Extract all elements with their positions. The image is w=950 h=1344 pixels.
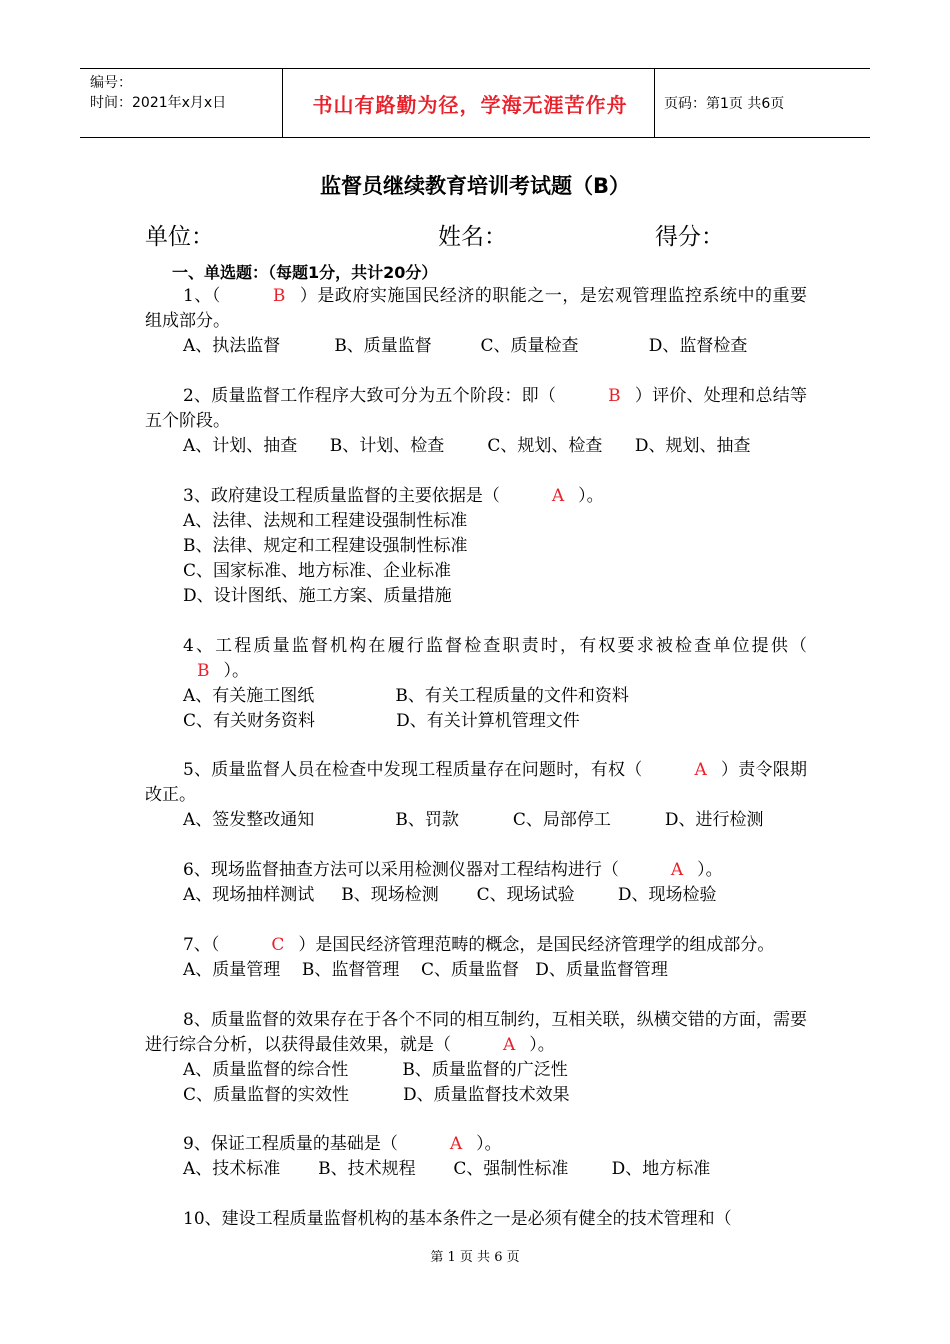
answer-mark: A (670, 860, 684, 880)
option-line: A、技术标准 B、技术规程 C、强制性标准 D、地方标准 (183, 1159, 711, 1179)
question-item (145, 384, 807, 459)
question-text: ）。 (529, 1035, 555, 1055)
option-line: C、有关财务资料 D、有关计算机管理文件 (183, 711, 580, 731)
option-line: A、计划、抽查 B、计划、检查 C、规划、检查 D、规划、抽查 (183, 436, 751, 456)
question-text: 9、保证工程质量的基础是（ (183, 1134, 398, 1154)
option-line: C、质量监督的实效性 D、质量监督技术效果 (183, 1085, 570, 1105)
name-field: 姓名： (438, 224, 507, 250)
question-item (145, 1008, 807, 1108)
answer-mark: A (694, 760, 707, 780)
answer-mark: C (271, 935, 285, 955)
question-text: 3、政府建设工程质量监督的主要依据是（ (183, 486, 500, 506)
option-line: A、法律、法规和工程建设强制性标准 (183, 511, 468, 531)
question-text: 6、现场监督抽查方法可以采用检测仪器对工程结构进行（ (183, 860, 619, 880)
page-footer: 第 1 页 共 6 页 (430, 1250, 520, 1265)
question-text: ）是国民经济管理范畴的概念，是国民经济管理学的组成部分。 (298, 935, 775, 955)
question-stem (145, 1008, 807, 1058)
header-meta (90, 73, 226, 113)
question-item (145, 858, 807, 908)
question-item (145, 933, 807, 983)
answer-mark: B (272, 286, 286, 306)
question-text: 1、（ (183, 286, 221, 306)
question-stem (145, 484, 807, 509)
option-line: A、有关施工图纸 B、有关工程质量的文件和资料 (183, 686, 629, 706)
question-stem (145, 858, 807, 883)
time-label: 时间：2021年x月x日 (90, 95, 227, 111)
option-line: A、执法监督 B、质量监督 C、质量检查 D、监督检查 (183, 336, 748, 356)
question-item (145, 758, 807, 833)
option-line: B、法律、规定和工程建设强制性标准 (183, 536, 468, 556)
option-line: D、设计图纸、施工方案、质量措施 (183, 586, 452, 606)
question-text: 7、（ (183, 935, 220, 955)
question-item (145, 634, 807, 734)
question-stem (145, 634, 807, 684)
score-field: 得分： (655, 224, 724, 250)
option-line: A、现场抽样测试 B、现场检测 C、现场试验 D、现场检验 (183, 885, 717, 905)
section-heading: 一、单选题：（每题1分，共计20分） (172, 263, 438, 282)
question-text: ）是政府实施国民经济的职能之一，是宏观管理监控系统中的重要组成部分。 (145, 286, 807, 331)
page-title: 监督员继续教育培训考试题（B） (319, 174, 630, 198)
answer-mark: A (551, 486, 565, 506)
question-stem (145, 384, 807, 434)
question-text: ）。 (223, 661, 249, 681)
question-stem (145, 758, 807, 808)
option-line: C、国家标准、地方标准、企业标准 (183, 561, 452, 581)
number-label: 编号： (90, 75, 132, 91)
question-text: ）。 (697, 860, 723, 880)
question-text: ）。 (578, 486, 604, 506)
answer-mark: A (449, 1134, 463, 1154)
option-line: A、签发整改通知 B、罚款 C、局部停工 D、进行检测 (183, 810, 764, 830)
question-stem (145, 284, 807, 334)
answer-mark: B (608, 386, 621, 406)
document-header (80, 68, 870, 138)
question-text: ）。 (476, 1134, 502, 1154)
header-page-info: 页码：第1页 共6页 (664, 96, 785, 112)
header-motto: 书山有路勤为径，学海无涯苦作舟 (312, 92, 628, 117)
unit-field: 单位： (145, 224, 214, 250)
header-divider (282, 69, 283, 137)
answer-mark: A (503, 1035, 516, 1055)
question-text: ）评价、处理和总结等五个阶段。 (145, 386, 807, 431)
question-stem (145, 933, 807, 958)
answer-mark: B (197, 661, 210, 681)
question-item (145, 284, 807, 359)
question-text: 4、工程质量监督机构在履行监督检查职责时，有权要求被检查单位提供（ (183, 636, 807, 656)
header-divider (654, 69, 655, 137)
question-stem (145, 1132, 807, 1157)
question-text: 8、质量监督的效果存在于各个不同的相互制约，互相关联，纵横交错的方面，需要进行综合分析，以获得最佳效果，就是（ (145, 1010, 807, 1055)
question-item (145, 484, 807, 609)
option-line: A、质量监督的综合性 B、质量监督的广泛性 (183, 1060, 568, 1080)
question-stem (145, 1207, 807, 1232)
question-item (145, 1207, 807, 1232)
question-item (145, 1132, 807, 1182)
question-text: 2、质量监督工作程序大致可分为五个阶段：即（ (183, 386, 557, 406)
question-text: 10、建设工程质量监督机构的基本条件之一是必须有健全的技术管理和（ (183, 1209, 732, 1229)
question-text: ）责令限期改正。 (145, 760, 807, 805)
option-line: A、质量管理 B、监督管理 C、质量监督 D、质量监督管理 (183, 960, 668, 980)
question-text: 5、质量监督人员在检查中发现工程质量存在问题时，有权（ (183, 760, 643, 780)
